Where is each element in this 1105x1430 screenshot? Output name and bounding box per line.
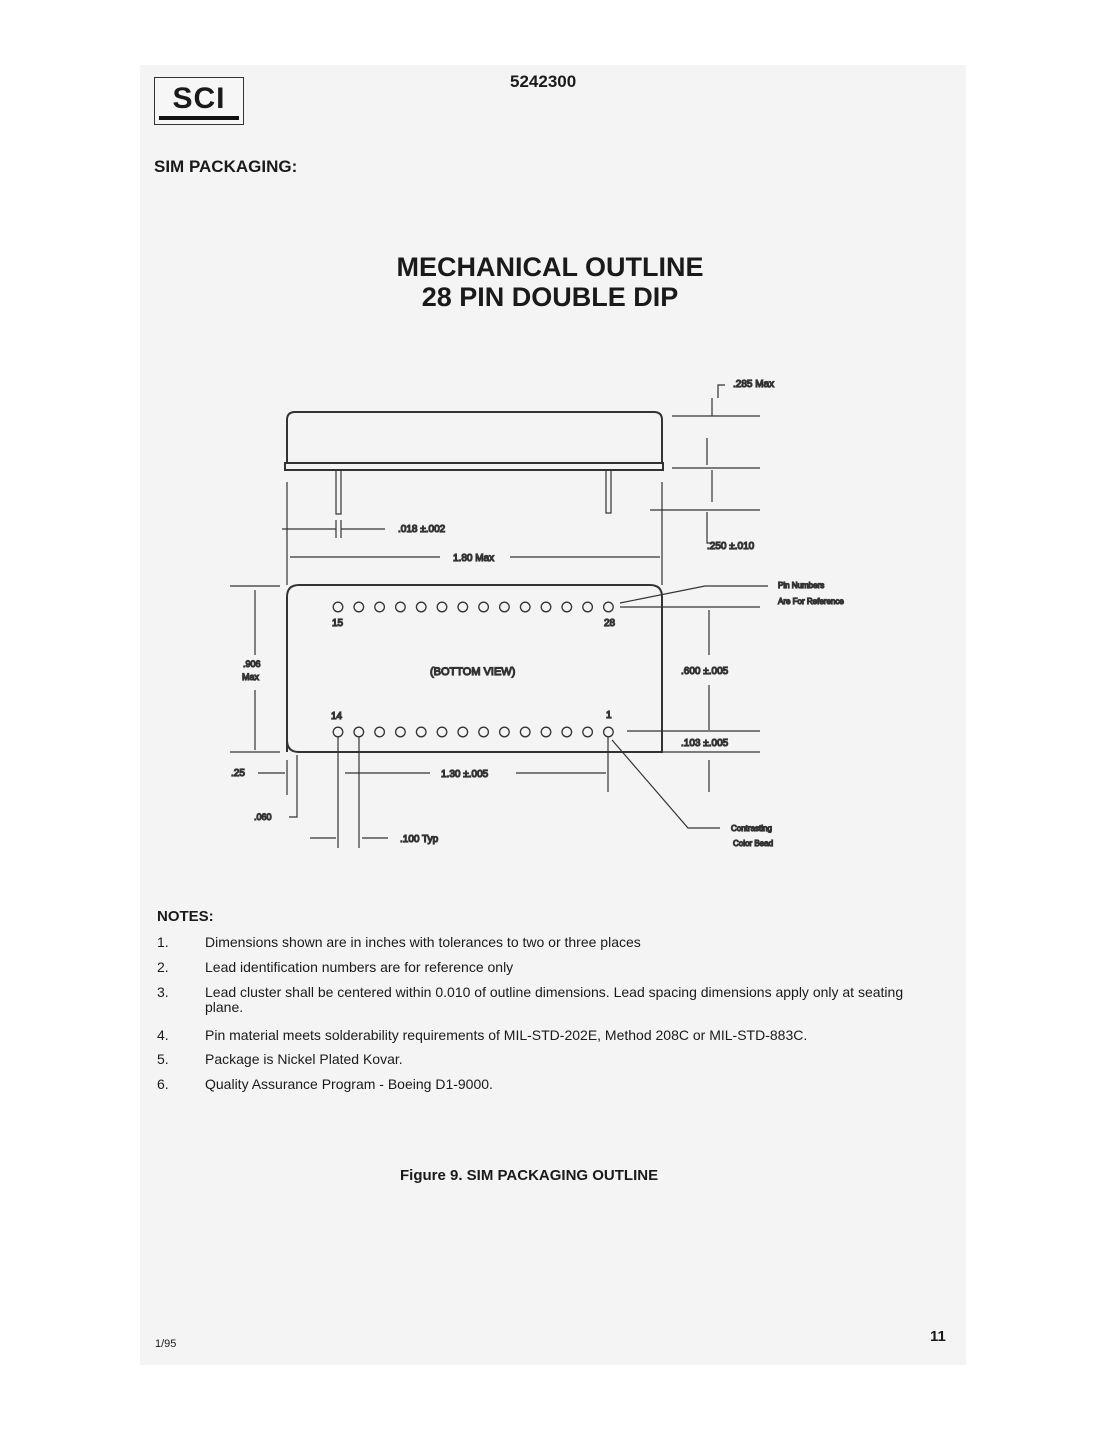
pin-row-bottom: [333, 727, 613, 737]
dimension-line: [258, 755, 297, 817]
logo-text: SCI: [159, 82, 239, 120]
pin-hole: [604, 727, 614, 737]
dimension-line: [650, 385, 760, 543]
dimension-line: [620, 607, 760, 792]
pin-hole: [437, 602, 447, 612]
dim-width-max-1: .906: [243, 659, 261, 669]
note-text: Quality Assurance Program - Boeing D1-9000.: [205, 1076, 493, 1092]
note-pin-numbers-1: Pin Numbers: [778, 581, 825, 590]
pin-hole: [520, 602, 530, 612]
pin-hole: [583, 727, 593, 737]
pin-hole: [437, 727, 447, 737]
pin-row-top: [333, 602, 613, 612]
note-bead-2: Color Bead: [733, 839, 774, 848]
note-text: Pin material meets solderability requirements of MIL-STD-202E, Method 208C or MIL-STD-883C.: [205, 1027, 808, 1043]
pin-hole: [396, 602, 406, 612]
pin-hole: [333, 727, 343, 737]
pin-hole: [416, 727, 426, 737]
pin-hole: [458, 727, 468, 737]
footer-date: 1/95: [155, 1338, 177, 1350]
page-number: 11: [930, 1328, 946, 1345]
pin-hole: [500, 727, 510, 737]
pin-hole: [541, 727, 551, 737]
note-bead-1: Contrasting: [731, 824, 772, 833]
dimension-line: [230, 586, 280, 752]
side-pin-right: [606, 470, 611, 513]
side-pin-left: [336, 470, 341, 514]
figure-title-line1: MECHANICAL OUTLINE: [396, 252, 704, 282]
package-side-body: [287, 412, 662, 463]
dim-radius: .060: [254, 812, 272, 822]
pin-label-28: 28: [604, 618, 616, 629]
pin-label-15: 15: [332, 618, 344, 629]
package-base-plate: [285, 463, 663, 470]
figure-caption: Figure 9. SIM PACKAGING OUTLINE: [400, 1167, 659, 1184]
pin-hole: [354, 727, 364, 737]
pin-hole: [541, 602, 551, 612]
dim-end-offset: .25: [231, 768, 245, 779]
section-title: SIM PACKAGING:: [154, 157, 298, 176]
pin-hole: [375, 602, 385, 612]
note-text: Lead cluster shall be centered within 0.010 of outline dimensions. Lead spacing dimensions apply only at seating plane.: [205, 984, 904, 1015]
pin-label-1: 1: [606, 710, 612, 721]
note-number: 2.: [157, 959, 169, 975]
note-number: 3.: [157, 984, 169, 1000]
notes-heading: NOTES:: [157, 908, 214, 925]
dim-width-max-2: Max: [242, 672, 260, 682]
note-text: Lead identification numbers are for reference only: [205, 959, 514, 975]
note-pin-numbers-2: Are For Reference: [778, 597, 844, 606]
pin-hole: [562, 602, 572, 612]
bottom-view-label: (BOTTOM VIEW): [430, 666, 516, 678]
dim-row-spacing: .600 ±.005: [681, 666, 729, 677]
note-number: 1.: [157, 934, 169, 950]
pin-hole: [479, 727, 489, 737]
pin-hole: [396, 727, 406, 737]
pin-hole: [458, 602, 468, 612]
note-number: 4.: [157, 1027, 169, 1043]
note-text: Dimensions shown are in inches with tolerances to two or three places: [205, 934, 641, 950]
note-number: 5.: [157, 1051, 169, 1067]
dim-pitch: .100 Typ: [400, 834, 439, 845]
note-text: Package is Nickel Plated Kovar.: [205, 1051, 403, 1067]
dimension-line: [282, 520, 385, 538]
dimension-line: [620, 586, 768, 603]
pin-hole: [562, 727, 572, 737]
note-number: 6.: [157, 1076, 169, 1092]
dim-pin-span: 1.30 ±.005: [441, 769, 489, 780]
dimension-line: [310, 737, 608, 848]
pin-label-14: 14: [331, 711, 343, 722]
pin-hole: [354, 602, 364, 612]
dim-height-max: .285 Max: [733, 379, 775, 390]
pin-hole: [604, 602, 614, 612]
dim-pin-width: .018 ±.002: [398, 524, 446, 535]
pin-hole: [500, 602, 510, 612]
pin-hole: [520, 727, 530, 737]
pin-hole: [375, 727, 385, 737]
pin-hole: [479, 602, 489, 612]
pin-hole: [333, 602, 343, 612]
pin-hole: [416, 602, 426, 612]
dim-pin-length: .250 ±.010: [707, 541, 755, 552]
dim-length-max: 1.80 Max: [453, 553, 495, 564]
dimension-line: [612, 740, 720, 828]
document-number: 5242300: [510, 72, 577, 91]
pin-hole: [583, 602, 593, 612]
dim-edge-offset: .103 ±.005: [681, 738, 729, 749]
figure-title-line2: 28 PIN DOUBLE DIP: [421, 282, 679, 312]
